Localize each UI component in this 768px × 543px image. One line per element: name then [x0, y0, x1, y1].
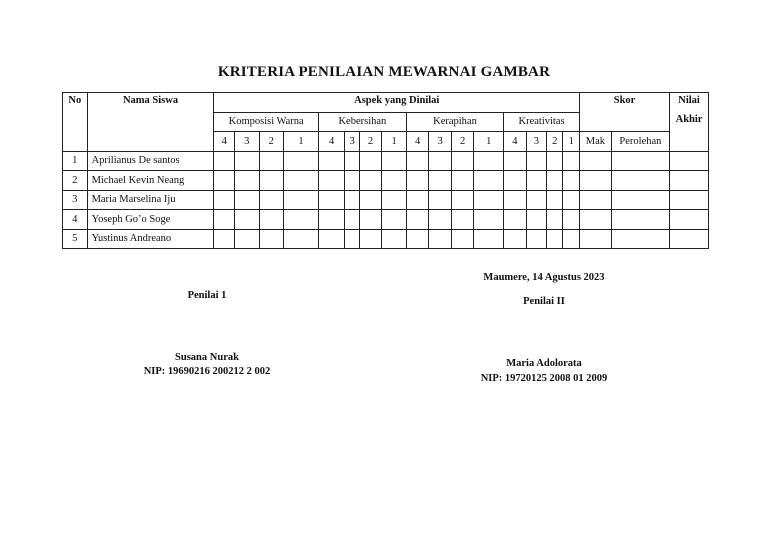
- score-cell: [547, 190, 563, 210]
- score-cell: [284, 151, 319, 171]
- aspect-komposisi-warna: Komposisi Warna: [214, 112, 318, 132]
- score-cell: [504, 190, 527, 210]
- score-cell: [406, 210, 429, 230]
- score-cell: [563, 229, 580, 249]
- level-1: 1: [284, 132, 319, 152]
- score-cell: [474, 171, 504, 191]
- score-cell: [611, 210, 669, 230]
- score-cell: [670, 171, 709, 191]
- header-nama-siswa: Nama Siswa: [87, 93, 214, 152]
- score-cell: [259, 210, 284, 230]
- assessment-table: [62, 92, 709, 249]
- score-cell: [504, 151, 527, 171]
- score-cell: [526, 190, 546, 210]
- score-cell: [429, 229, 452, 249]
- score-cell: [580, 210, 612, 230]
- score-cell: [451, 229, 474, 249]
- left-signer-name: Susana Nurak: [175, 352, 239, 363]
- score-cell: [580, 171, 612, 191]
- score-cell: [563, 151, 580, 171]
- score-cell: [345, 171, 359, 191]
- score-cell: [382, 210, 407, 230]
- score-cell: [234, 210, 259, 230]
- level-4: 4: [504, 132, 527, 152]
- score-cell: [359, 151, 382, 171]
- right-signer-nip: NIP: 19720125 2008 01 2009: [480, 373, 608, 384]
- header-aspek: Aspek yang Dinilai: [214, 93, 580, 113]
- right-signer-name: Maria Adolorata: [506, 358, 582, 369]
- level-2: 2: [259, 132, 284, 152]
- score-cell: [670, 151, 709, 171]
- score-cell: [382, 151, 407, 171]
- header-nilai-line2: Akhir: [670, 112, 709, 132]
- score-cell: [345, 190, 359, 210]
- score-cell: [526, 151, 546, 171]
- score-cell: [259, 190, 284, 210]
- score-cell: [318, 171, 345, 191]
- score-cell: [214, 210, 234, 230]
- score-cell: [611, 151, 669, 171]
- score-cell: [580, 151, 612, 171]
- header-mak: Mak: [580, 132, 612, 152]
- level-2: 2: [547, 132, 563, 152]
- score-cell: [474, 151, 504, 171]
- score-cell: [382, 229, 407, 249]
- score-cell: [214, 229, 234, 249]
- score-cell: [611, 190, 669, 210]
- score-cell: [547, 210, 563, 230]
- score-cell: [670, 210, 709, 230]
- score-cell: [382, 171, 407, 191]
- score-cell: [504, 171, 527, 191]
- level-1: 1: [382, 132, 407, 152]
- right-signer-role: Penilai II: [523, 296, 565, 307]
- row-no: 4: [63, 210, 88, 230]
- score-cell: [670, 229, 709, 249]
- table-row: [63, 151, 709, 171]
- row-nama: Yustinus Andreano: [87, 229, 214, 249]
- row-nama: Aprilianus De santos: [87, 151, 214, 171]
- level-3: 3: [345, 132, 359, 152]
- score-cell: [429, 171, 452, 191]
- score-cell: [563, 171, 580, 191]
- score-cell: [563, 190, 580, 210]
- aspect-kreativitas: Kreativitas: [504, 112, 580, 132]
- row-nama: Maria Marselina Iju: [87, 190, 214, 210]
- level-4: 4: [406, 132, 429, 152]
- score-cell: [451, 151, 474, 171]
- score-cell: [406, 171, 429, 191]
- score-cell: [547, 229, 563, 249]
- score-cell: [284, 229, 319, 249]
- score-cell: [504, 229, 527, 249]
- score-cell: [526, 171, 546, 191]
- score-cell: [214, 151, 234, 171]
- score-cell: [474, 190, 504, 210]
- score-cell: [382, 190, 407, 210]
- score-cell: [504, 210, 527, 230]
- level-3: 3: [429, 132, 452, 152]
- score-cell: [284, 171, 319, 191]
- table-row: [63, 229, 709, 249]
- score-cell: [406, 151, 429, 171]
- score-cell: [406, 190, 429, 210]
- score-cell: [345, 210, 359, 230]
- score-cell: [318, 151, 345, 171]
- score-cell: [259, 229, 284, 249]
- place-date: Maumere, 14 Agustus 2023: [483, 272, 605, 283]
- score-cell: [318, 229, 345, 249]
- score-cell: [563, 210, 580, 230]
- score-cell: [580, 229, 612, 249]
- score-cell: [234, 171, 259, 191]
- score-cell: [214, 190, 234, 210]
- level-3: 3: [526, 132, 546, 152]
- table-row: [63, 171, 709, 191]
- score-cell: [670, 190, 709, 210]
- row-no: 3: [63, 190, 88, 210]
- score-cell: [611, 171, 669, 191]
- header-skor: Skor: [580, 93, 670, 132]
- header-perolehan: Perolehan: [611, 132, 669, 152]
- score-cell: [234, 151, 259, 171]
- score-cell: [526, 210, 546, 230]
- left-signer-nip: NIP: 19690216 200212 2 002: [143, 366, 271, 377]
- score-cell: [547, 151, 563, 171]
- score-cell: [345, 229, 359, 249]
- score-cell: [284, 210, 319, 230]
- score-cell: [284, 190, 319, 210]
- score-cell: [611, 229, 669, 249]
- score-cell: [234, 190, 259, 210]
- score-cell: [359, 171, 382, 191]
- row-nama: Michael Kevin Neang: [87, 171, 214, 191]
- score-cell: [429, 210, 452, 230]
- left-signer-role: Penilai 1: [187, 290, 227, 301]
- row-no: 5: [63, 229, 88, 249]
- score-cell: [526, 229, 546, 249]
- header-row-1: [63, 93, 709, 113]
- level-2: 2: [451, 132, 474, 152]
- document-title: KRITERIA PENILAIAN MEWARNAI GAMBAR: [217, 64, 551, 80]
- header-nilai-line1: Nilai: [670, 93, 709, 113]
- score-cell: [214, 171, 234, 191]
- score-cell: [451, 190, 474, 210]
- row-nama: Yoseph Go’o Soge: [87, 210, 214, 230]
- score-cell: [318, 190, 345, 210]
- score-cell: [359, 210, 382, 230]
- level-3: 3: [234, 132, 259, 152]
- level-4: 4: [214, 132, 234, 152]
- score-cell: [359, 190, 382, 210]
- aspect-kebersihan: Kebersihan: [318, 112, 406, 132]
- level-1: 1: [563, 132, 580, 152]
- score-cell: [406, 229, 429, 249]
- score-cell: [547, 171, 563, 191]
- table-row: [63, 210, 709, 230]
- row-no: 2: [63, 171, 88, 191]
- score-cell: [259, 171, 284, 191]
- score-cell: [259, 151, 284, 171]
- score-cell: [474, 210, 504, 230]
- score-cell: [429, 151, 452, 171]
- score-cell: [451, 210, 474, 230]
- score-cell: [429, 190, 452, 210]
- table-row: [63, 190, 709, 210]
- score-cell: [318, 210, 345, 230]
- aspect-kerapihan: Kerapihan: [406, 112, 503, 132]
- header-no: No: [63, 93, 88, 152]
- level-4: 4: [318, 132, 345, 152]
- level-1: 1: [474, 132, 504, 152]
- score-cell: [234, 229, 259, 249]
- score-cell: [474, 229, 504, 249]
- score-cell: [359, 229, 382, 249]
- score-cell: [345, 151, 359, 171]
- row-no: 1: [63, 151, 88, 171]
- header-nilai-blank: [670, 132, 709, 152]
- score-cell: [580, 190, 612, 210]
- score-cell: [451, 171, 474, 191]
- level-2: 2: [359, 132, 382, 152]
